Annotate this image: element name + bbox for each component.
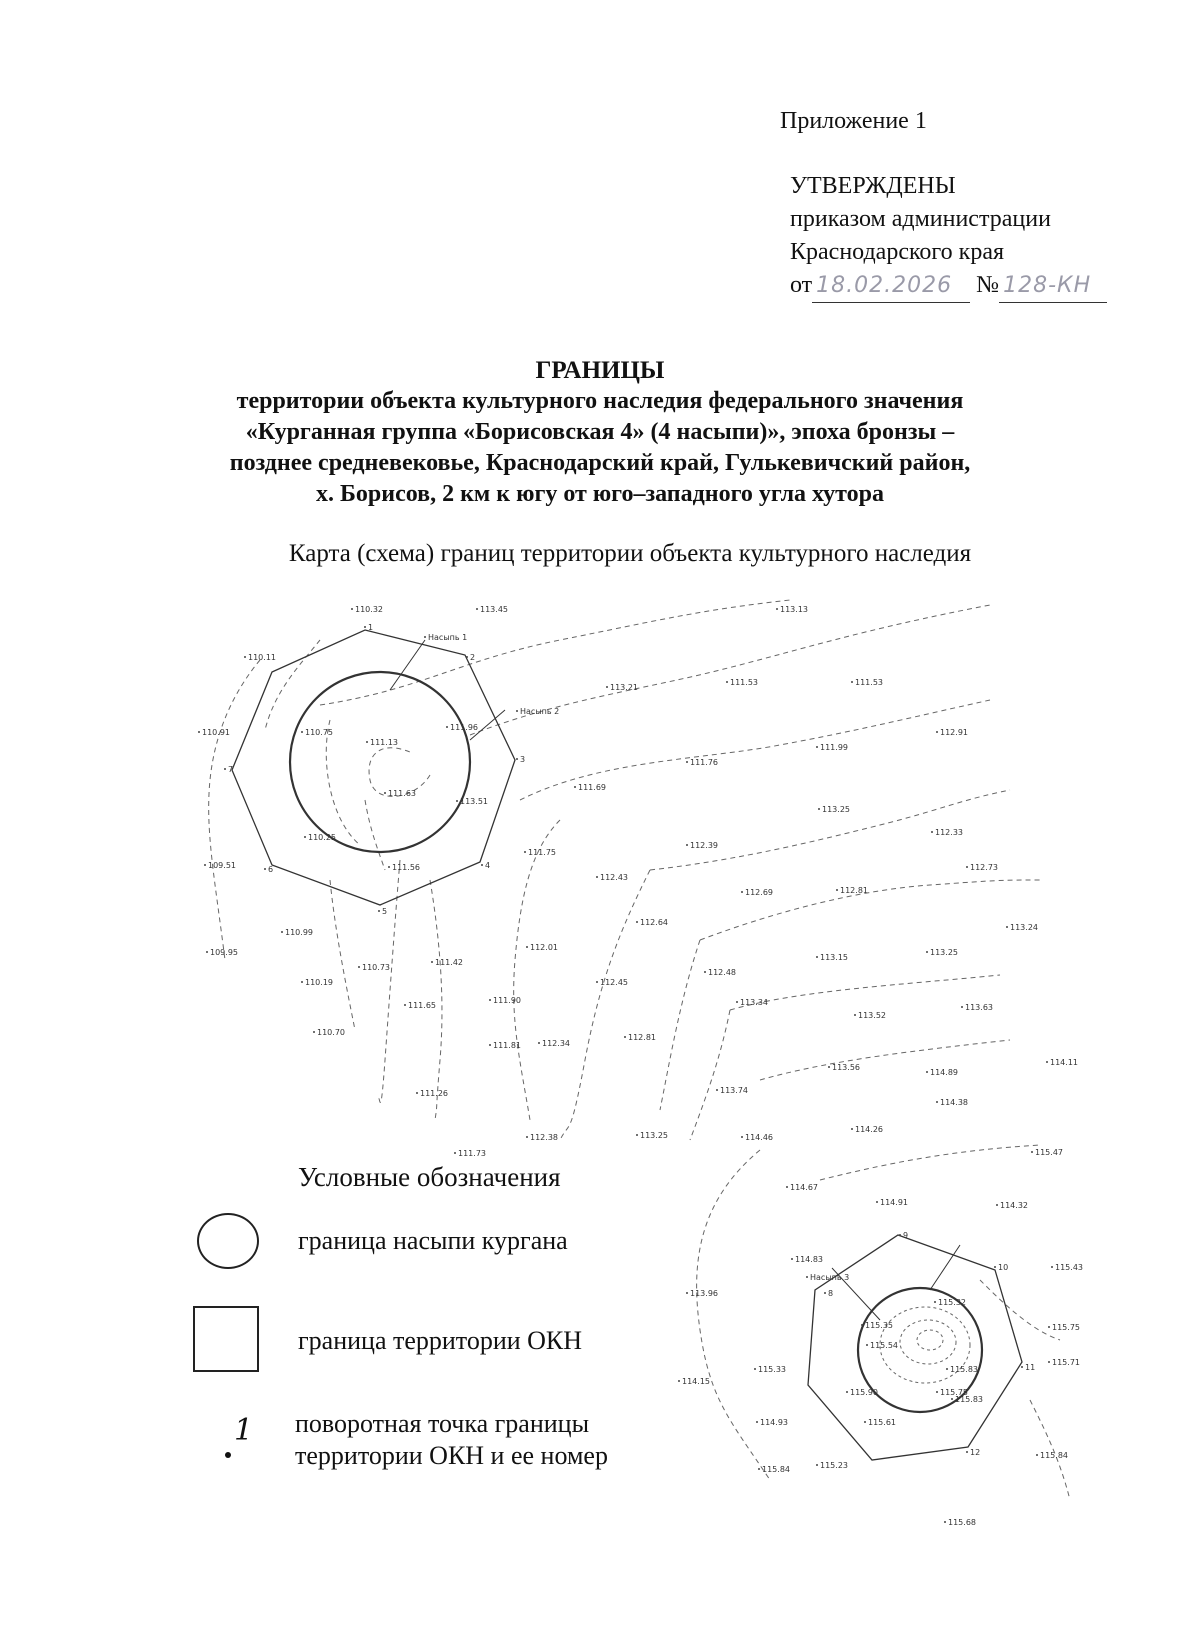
elevation-point-dot: [926, 1071, 928, 1073]
elevation-point-dot: [936, 1391, 938, 1393]
elevation-label: 109.95: [210, 948, 238, 957]
contour-line: [660, 940, 700, 1110]
elevation-label: 114.67: [790, 1183, 818, 1192]
elevation-point-dot: [388, 866, 390, 868]
elevation-point-dot: [636, 921, 638, 923]
elevation-point-dot: [378, 910, 380, 912]
elevation-point-dot: [736, 1001, 738, 1003]
elevation-label: 113.25: [640, 1131, 668, 1140]
map-caption: Карта (схема) границ территории объекта культурного наследия: [288, 540, 972, 567]
elevation-point-dot: [686, 761, 688, 763]
turn-point-number: 5: [382, 907, 388, 916]
elevation-label: 113.21: [610, 683, 638, 692]
elevation-label: 114.38: [940, 1098, 968, 1107]
elevation-label: 110.73: [362, 963, 390, 972]
legend-turn-point-number: 1: [234, 1413, 254, 1448]
elevation-point-dot: [686, 1292, 688, 1294]
title-line-1: территории объекта культурного наследия федерального значения: [236, 388, 964, 414]
elevation-point-dot: [358, 966, 360, 968]
elevation-label: 115.84: [762, 1465, 790, 1474]
elevation-label: 112.81: [840, 886, 868, 895]
elevation-label: 115.23: [820, 1461, 848, 1470]
benchmark-label: Насыпь 3: [810, 1273, 850, 1282]
elevation-point-dot: [526, 946, 528, 948]
elevation-label: 111.73: [458, 1149, 486, 1158]
elevation-point-dot: [264, 868, 266, 870]
appendix-label: Приложение 1: [780, 108, 927, 134]
elevation-label: 111.90: [493, 996, 521, 1005]
turn-point-number: 12: [970, 1448, 981, 1457]
elevation-label: 111.69: [578, 783, 606, 792]
elevation-point-dot: [1048, 1326, 1050, 1328]
elevation-label: 115.75: [1052, 1323, 1080, 1332]
elevation-point-dot: [754, 1368, 756, 1370]
elevation-label: 115.33: [758, 1365, 786, 1374]
elevation-point-dot: [456, 800, 458, 802]
elevation-point-dot: [934, 1301, 936, 1303]
elevation-point-dot: [864, 1421, 866, 1423]
mound-contour: [326, 720, 360, 845]
legend-mound-boundary: граница насыпи кургана: [298, 1226, 568, 1255]
contour-line: [697, 1150, 770, 1480]
elevation-label: 115.35: [865, 1321, 893, 1330]
elevation-point-dot: [931, 831, 933, 833]
turn-point-number: 4: [485, 861, 491, 870]
elevation-label: 111.63: [388, 789, 416, 798]
elevation-label: 110.11: [248, 653, 276, 662]
elevation-label: 114.91: [880, 1198, 908, 1207]
benchmark-label: Насыпь 2: [520, 707, 560, 716]
elevation-point-dot: [966, 1451, 968, 1453]
benchmark-link: [390, 640, 425, 690]
elevation-label: 112.69: [745, 888, 773, 897]
elevation-label: 113.13: [780, 605, 808, 614]
elevation-point-dot: [854, 1014, 856, 1016]
elevation-point-dot: [636, 1134, 638, 1136]
elevation-label: 113.34: [740, 998, 768, 1007]
elevation-point-dot: [818, 808, 820, 810]
turn-point-number: 3: [520, 755, 526, 764]
contour-line: [378, 860, 400, 1103]
elevation-label: 112.64: [640, 918, 668, 927]
elevation-point-dot: [816, 1464, 818, 1466]
elevation-point-dot: [526, 1136, 528, 1138]
elevation-label: 110.91: [202, 728, 230, 737]
contour-line: [1030, 1400, 1070, 1500]
elevation-point-dot: [678, 1380, 680, 1382]
elevation-point-dot: [758, 1468, 760, 1470]
elevation-label: 113.52: [858, 1011, 886, 1020]
elevation-label: 114.11: [1050, 1058, 1078, 1067]
elevation-point-dot: [404, 1004, 406, 1006]
elevation-point-dot: [936, 1101, 938, 1103]
elevation-point-dot: [204, 864, 206, 866]
elevation-point-dot: [716, 1089, 718, 1091]
elevation-point-dot: [366, 741, 368, 743]
elevation-point-dot: [961, 1006, 963, 1008]
elevation-label: 110.99: [285, 928, 313, 937]
elevation-label: 112.39: [690, 841, 718, 850]
turn-point-number: 11: [1025, 1363, 1036, 1372]
elevation-point-dot: [424, 636, 426, 638]
elevation-point-dot: [364, 626, 366, 628]
lower-elevation-labels: [678, 1183, 1083, 1527]
contour-line: [760, 1040, 1010, 1080]
elevation-label: 113.51: [460, 797, 488, 806]
elevation-point-dot: [926, 951, 928, 953]
elevation-point-dot: [489, 999, 491, 1001]
elevation-label: 110.75: [305, 728, 333, 737]
elevation-point-dot: [596, 876, 598, 878]
elevation-point-dot: [1046, 1061, 1048, 1063]
elevation-label: 115.90: [850, 1388, 878, 1397]
elevation-point-dot: [281, 931, 283, 933]
elevation-point-dot: [1031, 1151, 1033, 1153]
elevation-point-dot: [384, 792, 386, 794]
turn-point-number: 8: [828, 1289, 834, 1298]
contour-line: [730, 975, 1000, 1010]
elevation-label: 111.26: [420, 1089, 448, 1098]
benchmark-label: Насыпь 1: [428, 633, 468, 642]
elevation-point-dot: [851, 1128, 853, 1130]
elevation-point-dot: [741, 1136, 743, 1138]
legend-turn-point-line-1: поворотная точка границы: [295, 1409, 590, 1438]
title-line-4: х. Борисов, 2 км к югу от юго–западного угла хутора: [316, 481, 884, 507]
turn-point-number: 1: [368, 623, 374, 632]
elevation-point-dot: [994, 1266, 996, 1268]
elevation-point-dot: [313, 1031, 315, 1033]
elevation-point-dot: [206, 951, 208, 953]
elevation-point-dot: [244, 656, 246, 658]
elevation-label: 112.73: [970, 863, 998, 872]
elevation-point-dot: [516, 758, 518, 760]
title-line-3: позднее средневековье, Краснодарский край, Гулькевичский район,: [229, 450, 971, 476]
elevation-point-dot: [301, 731, 303, 733]
elevation-point-dot: [416, 1092, 418, 1094]
elevation-point-dot: [944, 1521, 946, 1523]
elevation-point-dot: [224, 768, 226, 770]
turn-point-number: 10: [998, 1263, 1009, 1272]
elevation-point-dot: [876, 1201, 878, 1203]
elevation-label: 111.53: [730, 678, 758, 687]
elevation-label: 112.01: [530, 943, 558, 952]
elevation-label: 111.42: [435, 958, 463, 967]
elevation-point-dot: [596, 981, 598, 983]
elevation-point-dot: [481, 864, 483, 866]
contour-line: [330, 880, 355, 1030]
elevation-point-dot: [824, 1292, 826, 1294]
contour-line: [560, 870, 650, 1140]
elevation-label: 111.76: [690, 758, 718, 767]
elevation-point-dot: [704, 971, 706, 973]
elevation-label: 111.99: [820, 743, 848, 752]
elevation-point-dot: [996, 1204, 998, 1206]
mound-2: [808, 1235, 1022, 1460]
elevation-point-dot: [1036, 1454, 1038, 1456]
elevation-label: 114.89: [930, 1068, 958, 1077]
contour-line: [365, 800, 385, 870]
elevation-point-dot: [851, 681, 853, 683]
legend-turn-point-icon: [220, 1410, 270, 1471]
elevation-label: 115.43: [1055, 1263, 1083, 1272]
elevation-point-dot: [351, 608, 353, 610]
elevation-point-dot: [1006, 926, 1008, 928]
elevation-point-dot: [1021, 1366, 1023, 1368]
elevation-point-dot: [816, 746, 818, 748]
elevation-label: 115.83: [955, 1395, 983, 1404]
elevation-label: 111.56: [392, 863, 420, 872]
mound-boundary-circle-1: [290, 672, 470, 852]
elevation-label: 111.65: [408, 1001, 436, 1010]
approval-number: 128-КН: [999, 269, 1107, 303]
elevation-point-dot: [836, 889, 838, 891]
elevation-label: 112.33: [935, 828, 963, 837]
elevation-point-dot: [726, 681, 728, 683]
elevation-point-dot: [966, 866, 968, 868]
elevation-label: 113.25: [930, 948, 958, 957]
turn-point-number: 2: [470, 653, 476, 662]
elevation-label: 113.25: [822, 805, 850, 814]
elevation-point-dot: [1048, 1361, 1050, 1363]
approved-line-2: приказом администрации: [790, 206, 1051, 232]
elevation-point-dot: [816, 956, 818, 958]
legend-okn-boundary: граница территории ОКН: [298, 1326, 583, 1355]
elevation-label: 115.47: [1035, 1148, 1063, 1157]
elevation-point-dot: [741, 891, 743, 893]
elevation-label: 113.56: [832, 1063, 860, 1072]
elevation-label: 113.45: [480, 605, 508, 614]
elevation-label: 111.96: [450, 723, 478, 732]
elevation-point-dot: [431, 961, 433, 963]
approved-line-3: Краснодарского края: [790, 239, 1005, 265]
elevation-label: 115.71: [1052, 1358, 1080, 1367]
elevation-label: 110.70: [317, 1028, 345, 1037]
elevation-label: 112.91: [940, 728, 968, 737]
elevation-label: 114.26: [855, 1125, 883, 1134]
elevation-label: 114.32: [1000, 1201, 1028, 1210]
approval-date: 18.02.2026: [812, 269, 970, 303]
mound-1: [232, 630, 515, 905]
elevation-label: 115.54: [870, 1341, 898, 1350]
elevation-point-dot: [786, 1186, 788, 1188]
elevation-label: 112.48: [708, 968, 736, 977]
okn-boundary-polygon-2: [808, 1235, 1022, 1460]
elevation-point-dot: [198, 731, 200, 733]
elevation-point-dot: [574, 786, 576, 788]
contour-line: [514, 820, 560, 1120]
elevation-label: 112.81: [628, 1033, 656, 1042]
elevation-point-dot: [936, 731, 938, 733]
elevation-label: 112.45: [600, 978, 628, 987]
elevation-label: 110.25: [308, 833, 336, 842]
legend-title: Условные обозначения: [298, 1162, 561, 1192]
elevation-label: 113.15: [820, 953, 848, 962]
elevation-label: 114.93: [760, 1418, 788, 1427]
elevation-label: 115.32: [938, 1298, 966, 1307]
elevation-point-dot: [624, 1036, 626, 1038]
elevation-point-dot: [466, 656, 468, 658]
elevation-point-dot: [454, 1152, 456, 1154]
elevation-label: 111.75: [528, 848, 556, 857]
elevation-point-dot: [951, 1398, 953, 1400]
turn-point-number: 9: [903, 1231, 909, 1240]
contour-line: [430, 880, 442, 1120]
elevation-label: 109.51: [208, 861, 236, 870]
elevation-point-dot: [516, 710, 518, 712]
elevation-point-dot: [489, 1044, 491, 1046]
title-line-2: «Курганная группа «Борисовская 4» (4 насыпи)», эпоха бронзы –: [245, 419, 955, 445]
date-prefix: от: [790, 272, 813, 298]
elevation-label: 115.75: [940, 1388, 968, 1397]
elevation-label: 110.32: [355, 605, 383, 614]
elevation-point-dot: [806, 1276, 808, 1278]
elevation-label: 113.96: [690, 1289, 718, 1298]
elevation-label: 114.46: [745, 1133, 773, 1142]
elevation-point-dot: [304, 836, 306, 838]
elevation-label: 114.83: [795, 1255, 823, 1264]
elevation-point-dot: [866, 1344, 868, 1346]
elevation-label: 111.13: [370, 738, 398, 747]
elevation-label: 112.34: [542, 1039, 570, 1048]
elevation-point-dot: [301, 981, 303, 983]
elevation-point-dot: [1051, 1266, 1053, 1268]
elevation-point-dot: [476, 608, 478, 610]
elevation-label: 113.74: [720, 1086, 748, 1095]
elevation-point-dot: [776, 608, 778, 610]
elevation-label: 110.19: [305, 978, 333, 987]
elevation-point-dot: [538, 1042, 540, 1044]
number-prefix: №: [976, 272, 1000, 298]
elevation-point-dot: [946, 1368, 948, 1370]
elevation-label: 114.15: [682, 1377, 710, 1386]
elevation-label: 115.84: [1040, 1451, 1068, 1460]
contour-line: [980, 1280, 1060, 1340]
elevation-label: 111.53: [855, 678, 883, 687]
elevation-point-dot: [828, 1066, 830, 1068]
elevation-point-dot: [446, 726, 448, 728]
turn-point-number: 6: [268, 865, 274, 874]
contour-line: [209, 660, 260, 960]
elevation-point-dot: [846, 1391, 848, 1393]
elevation-point-dot: [791, 1258, 793, 1260]
title-heading: ГРАНИЦЫ: [535, 357, 665, 384]
legend-circle-icon: [197, 1213, 259, 1269]
approved-line-1: УТВЕРЖДЕНЫ: [790, 173, 956, 199]
contour-line: [690, 1010, 730, 1140]
legend-square-icon: [193, 1306, 259, 1372]
turn-point-number: 7: [228, 765, 234, 774]
elevation-label: 112.38: [530, 1133, 558, 1142]
elevation-label: 115.83: [950, 1365, 978, 1374]
elevation-label: 115.68: [948, 1518, 976, 1527]
elevation-point-dot: [606, 686, 608, 688]
mound-contour: [900, 1320, 956, 1364]
elevation-point-dot: [524, 851, 526, 853]
mound-contour: [917, 1330, 943, 1350]
elevation-point-dot: [686, 844, 688, 846]
legend-turn-point-line-2: территории ОКН и ее номер: [295, 1441, 608, 1470]
elevation-point-dot: [899, 1234, 901, 1236]
elevation-label: 112.43: [600, 873, 628, 882]
elevation-label: 115.61: [868, 1418, 896, 1427]
elevation-label: 111.81: [493, 1041, 521, 1050]
contour-line: [820, 1145, 1040, 1180]
elevation-label: 113.24: [1010, 923, 1038, 932]
elevation-label: 113.63: [965, 1003, 993, 1012]
elevation-point-dot: [756, 1421, 758, 1423]
elevation-point-dot: [861, 1324, 863, 1326]
